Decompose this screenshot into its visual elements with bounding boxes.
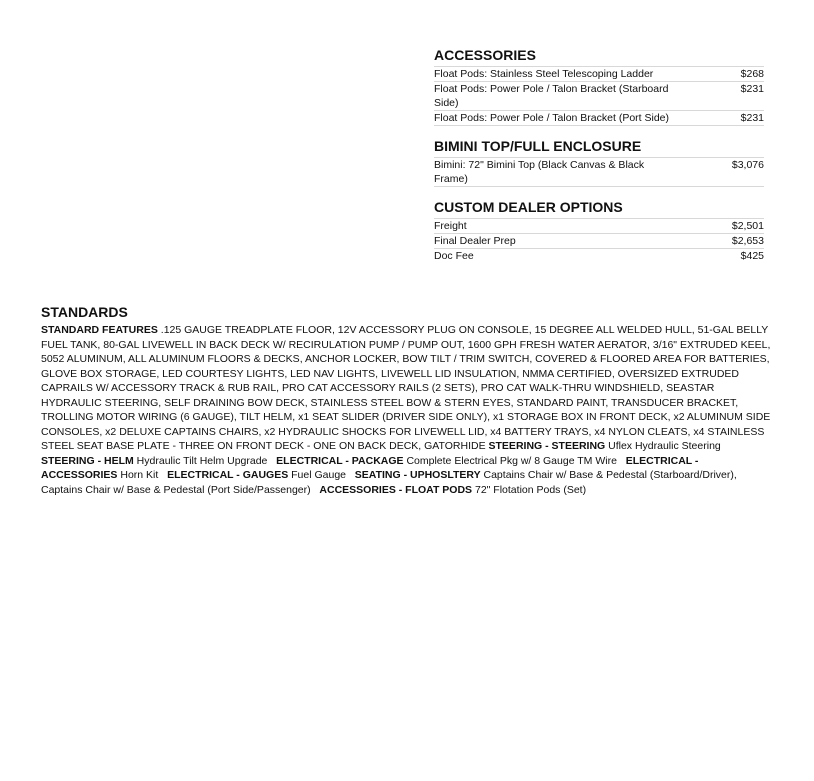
item-description: Final Dealer Prep: [434, 235, 516, 247]
item-description: Float Pods: Power Pole / Talon Bracket (Starboard Side): [434, 83, 669, 109]
pricing-column: [434, 47, 764, 275]
standard-label: STANDARD FEATURES: [41, 324, 158, 336]
line-item: [434, 234, 764, 249]
standard-label: ELECTRICAL - ACCESSORIES: [41, 454, 699, 481]
item-price: $231: [740, 83, 764, 95]
standard-text: Captains Chair w/ Base & Pedestal (Starboard/Driver), Captains Chair w/ Base & Pedestal (Port Side/Passenger): [41, 469, 737, 496]
item-price: $3,076: [731, 159, 764, 171]
item-description: Bimini: 72" Bimini Top (Black Canvas & Black Frame): [434, 159, 645, 185]
accessories-section: [434, 47, 764, 126]
standard-label: ELECTRICAL - GAUGES: [167, 469, 289, 481]
standard-label: STEERING - HELM: [41, 454, 134, 467]
standards-title: STANDARDS: [41, 304, 128, 320]
line-items: [434, 157, 764, 187]
item-description: Freight: [434, 220, 467, 232]
standard-label: STEERING - STEERING: [488, 440, 606, 452]
standard-text: Fuel Gauge: [288, 469, 347, 481]
standard-label: SEATING - UPHOSLTERY: [354, 469, 481, 481]
item-price: $425: [740, 250, 764, 262]
standards-body: [41, 323, 776, 497]
line-item: [434, 158, 764, 187]
standard-text: Horn Kit: [117, 469, 159, 481]
line-item: [434, 82, 764, 111]
standard-text: Uflex Hydraulic Steering: [605, 440, 721, 452]
item-price: $2,653: [731, 235, 764, 247]
line-item: [434, 249, 764, 263]
standard-label: ELECTRICAL - PACKAGE: [276, 454, 404, 467]
section-title: CUSTOM DEALER OPTIONS: [434, 199, 623, 215]
line-item: [434, 67, 764, 82]
standard-label: ACCESSORIES - FLOAT PODS: [319, 483, 473, 496]
dealer-options-section: [434, 199, 764, 263]
standard-text: 72" Flotation Pods (Set): [472, 483, 587, 496]
standard-text: .125 GAUGE TREADPLATE FLOOR, 12V ACCESSORY PLUG ON CONSOLE, 15 DEGREE ALL WELDED HULL, 51-GAL BELLY FUEL TANK, 80-GAL LIVEWELL IN BACK DECK W/ RECIRULATION PUMP / PUMP OUT, 1600 GPH FRESH WATER AERATOR, 3/16" EXTRUDED KEEL, 5052 ALUMINUM, ALL ALUMINUM FLOORS & DECKS, ANCHOR LOCKER, BOW TILT / TRIM SWITCH, COVERED & FLOORED AREA FOR BATTERIES, GLOVE BOX STORAGE, LED COURTESY LIGHTS, LED NAV LIGHTS, LIVEWELL LID INSULATION, NMMA CERTIFIED, OVERSIZED EXTRUDED CAPRAILS W/ ACCESSORY TRACK & RUB RAIL, PRO CAT ACCESSORY RAILS (2 SETS), PRO CAT WALK-THRU WINDSHIELD, SEASTAR HYDRAULIC STEERING, SELF DRAINING BOW DECK, STAINLESS STEEL BOW & STERN EYES, STANDARD PAINT, TRANSDUCER BRACKET, TROLLING MOTOR WIRING (6 GAUGE), TILT HELM, x1 SEAT SLIDER (DRIVER SIDE ONLY), x1 STORAGE BOX IN FRONT DECK, x2 ALUMINUM SIDE CONSOLES, x2 DELUXE CAPTAINS CHAIRS, x2 HYDRAULIC SHOCKS FOR LIVEWELL LID, x4 BATTERY TRAYS, x4 NYLON CLEATS, x4 STAINLESS STEEL SEAT BASE PLATE - THREE ON FRONT DECK - ONE ON BACK DECK, GATORHIDE: [41, 324, 771, 452]
line-items: [434, 218, 764, 263]
item-description: Float Pods: Power Pole / Talon Bracket (Port Side): [434, 112, 669, 124]
item-price: $2,501: [731, 220, 764, 232]
line-item: [434, 219, 764, 234]
standard-text: Complete Electrical Pkg w/ 8 Gauge TM Wire: [403, 454, 617, 467]
item-description: Float Pods: Stainless Steel Telescoping Ladder: [434, 68, 654, 80]
bimini-section: [434, 138, 764, 187]
standards-section: [41, 304, 776, 497]
item-price: $268: [740, 68, 764, 80]
standard-text: Hydraulic Tilt Helm Upgrade: [133, 454, 268, 467]
section-title: BIMINI TOP/FULL ENCLOSURE: [434, 138, 642, 154]
line-item: [434, 111, 764, 126]
section-title: ACCESSORIES: [434, 47, 536, 63]
item-description: Doc Fee: [434, 250, 474, 262]
line-items: [434, 66, 764, 126]
item-price: $231: [740, 112, 764, 124]
